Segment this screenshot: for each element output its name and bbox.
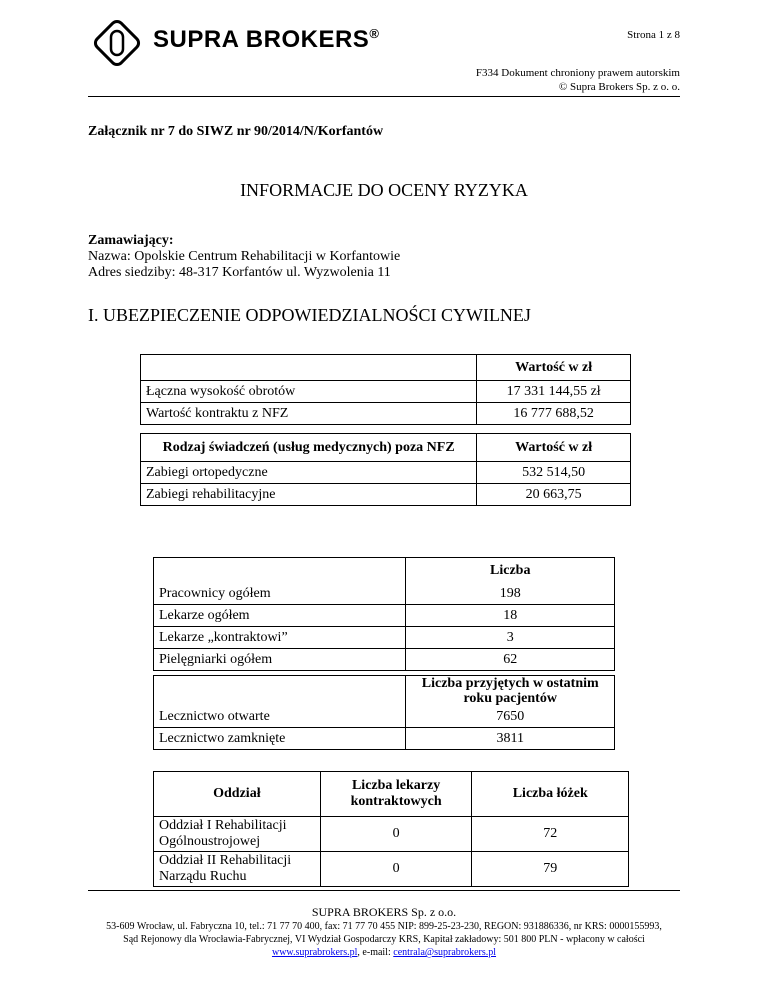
table-cell: Pracownicy ogółem <box>154 583 406 605</box>
table-row <box>154 706 615 728</box>
table-row <box>154 772 629 817</box>
table-header: Liczba <box>406 558 615 584</box>
table-row <box>154 817 629 852</box>
table-row <box>141 484 631 506</box>
header-line: kontraktowych <box>350 794 442 809</box>
table-cell: 18 <box>406 605 615 627</box>
table-row <box>154 649 615 671</box>
table-cell: Zabiegi ortopedyczne <box>141 462 477 484</box>
table-cell <box>154 817 321 852</box>
table-row <box>141 403 631 425</box>
table-row <box>154 627 615 649</box>
table-header: Wartość w zł <box>477 355 631 381</box>
table-cell <box>154 558 406 584</box>
table-cell: Lecznictwo otwarte <box>154 706 406 728</box>
table-row <box>141 434 631 462</box>
copyright-owner: © Supra Brokers Sp. z o. o. <box>558 81 680 93</box>
table-cell: 3811 <box>406 728 615 750</box>
ward-name-line: Narządu Ruchu <box>159 869 247 884</box>
page-title: INFORMACJE DO OCENY RYZYKA <box>240 180 528 200</box>
patients-table <box>153 675 615 750</box>
footer-company: SUPRA BROKERS Sp. z o.o. <box>311 905 457 919</box>
table-header: Oddział <box>154 772 321 817</box>
table-header <box>406 676 615 707</box>
table-cell: 17 331 144,55 zł <box>477 381 631 403</box>
table-row <box>141 355 631 381</box>
ward-name-line: Ogólnoustrojowej <box>159 834 261 849</box>
table-header: Wartość w zł <box>477 434 631 462</box>
page-number: Strona 1 z 8 <box>627 29 680 41</box>
wards-table <box>153 771 629 887</box>
staff-table <box>153 557 615 671</box>
table-row <box>154 728 615 750</box>
table-cell: 79 <box>472 852 629 887</box>
table-header <box>320 772 472 817</box>
logo-wordmark <box>153 26 379 54</box>
footer-divider <box>88 890 680 891</box>
table-cell: Lecznictwo zamknięte <box>154 728 406 750</box>
header-line: Liczba przyjętych w ostatnim <box>421 676 599 691</box>
table-cell: Wartość kontraktu z NFZ <box>141 403 477 425</box>
table-cell <box>154 852 321 887</box>
footer-registry: Sąd Rejonowy dla Wrocławia-Fabrycznej, VI Wydział Gospodarczy KRS, Kapitał zakładowy: 501 800 PLN - wpłacony w całości <box>123 934 645 945</box>
table-row <box>141 381 631 403</box>
email-label: , e-mail: <box>357 947 394 958</box>
client-name: Nazwa: Opolskie Centrum Rehabilitacji w Korfantowie <box>88 249 401 264</box>
table-cell <box>141 355 477 381</box>
footer-contact <box>0 947 768 958</box>
logo-diamond-icon <box>88 14 146 72</box>
table-cell: 198 <box>406 583 615 605</box>
header-divider <box>88 96 680 97</box>
table-cell: 62 <box>406 649 615 671</box>
turnover-table <box>140 354 631 506</box>
logo-name: SUPRA BROKERS <box>153 26 370 53</box>
client-address: Adres siedziby: 48-317 Korfantów ul. Wyzwolenia 11 <box>88 265 391 280</box>
table-cell: 20 663,75 <box>477 484 631 506</box>
table-cell: 16 777 688,52 <box>477 403 631 425</box>
table-cell: Lekarze ogółem <box>154 605 406 627</box>
table-cell: Łączna wysokość obrotów <box>141 381 477 403</box>
table-row <box>154 605 615 627</box>
table-cell: 7650 <box>406 706 615 728</box>
table-cell: 0 <box>320 817 472 852</box>
website-link[interactable]: www.suprabrokers.pl <box>271 947 358 958</box>
annex-heading: Załącznik nr 7 do SIWZ nr 90/2014/N/Korfantów <box>88 124 384 139</box>
table-cell: 72 <box>472 817 629 852</box>
email-link[interactable]: centrala@suprabrokers.pl <box>393 947 497 958</box>
table-row <box>154 676 615 707</box>
section-title: I. UBEZPIECZENIE ODPOWIEDZIALNOŚCI CYWILNEJ <box>88 305 531 325</box>
table-cell: 0 <box>320 852 472 887</box>
header-line: roku pacjentów <box>463 691 557 706</box>
ward-name-line: Oddział I Rehabilitacji <box>159 818 287 833</box>
logo <box>88 14 146 72</box>
table-cell: 532 514,50 <box>477 462 631 484</box>
table-cell: Pielęgniarki ogółem <box>154 649 406 671</box>
table-row <box>154 583 615 605</box>
table-row <box>154 558 615 584</box>
table-cell: 3 <box>406 627 615 649</box>
header-line: Liczba lekarzy <box>351 778 441 793</box>
client-label: Zamawiający: <box>88 233 174 248</box>
table-cell: Zabiegi rehabilitacyjne <box>141 484 477 506</box>
table-header: Liczba łóżek <box>472 772 629 817</box>
table-header: Rodzaj świadczeń (usług medycznych) poza NFZ <box>141 434 477 462</box>
table-cell: Lekarze „kontraktowi” <box>154 627 406 649</box>
footer-address: 53-609 Wrocław, ul. Fabryczna 10, tel.: 71 77 70 400, fax: 71 77 70 455 NIP: 899-25-23-230, REGON: 931886336, nr KRS: 0000155993, <box>106 921 662 932</box>
registered-mark: ® <box>369 26 380 41</box>
ward-name-line: Oddział II Rehabilitacji <box>159 853 292 868</box>
table-row <box>141 462 631 484</box>
table-row <box>154 852 629 887</box>
table-cell <box>154 676 406 707</box>
table-spacer <box>141 425 631 434</box>
copyright-notice: F334 Dokument chroniony prawem autorskim <box>475 67 680 79</box>
